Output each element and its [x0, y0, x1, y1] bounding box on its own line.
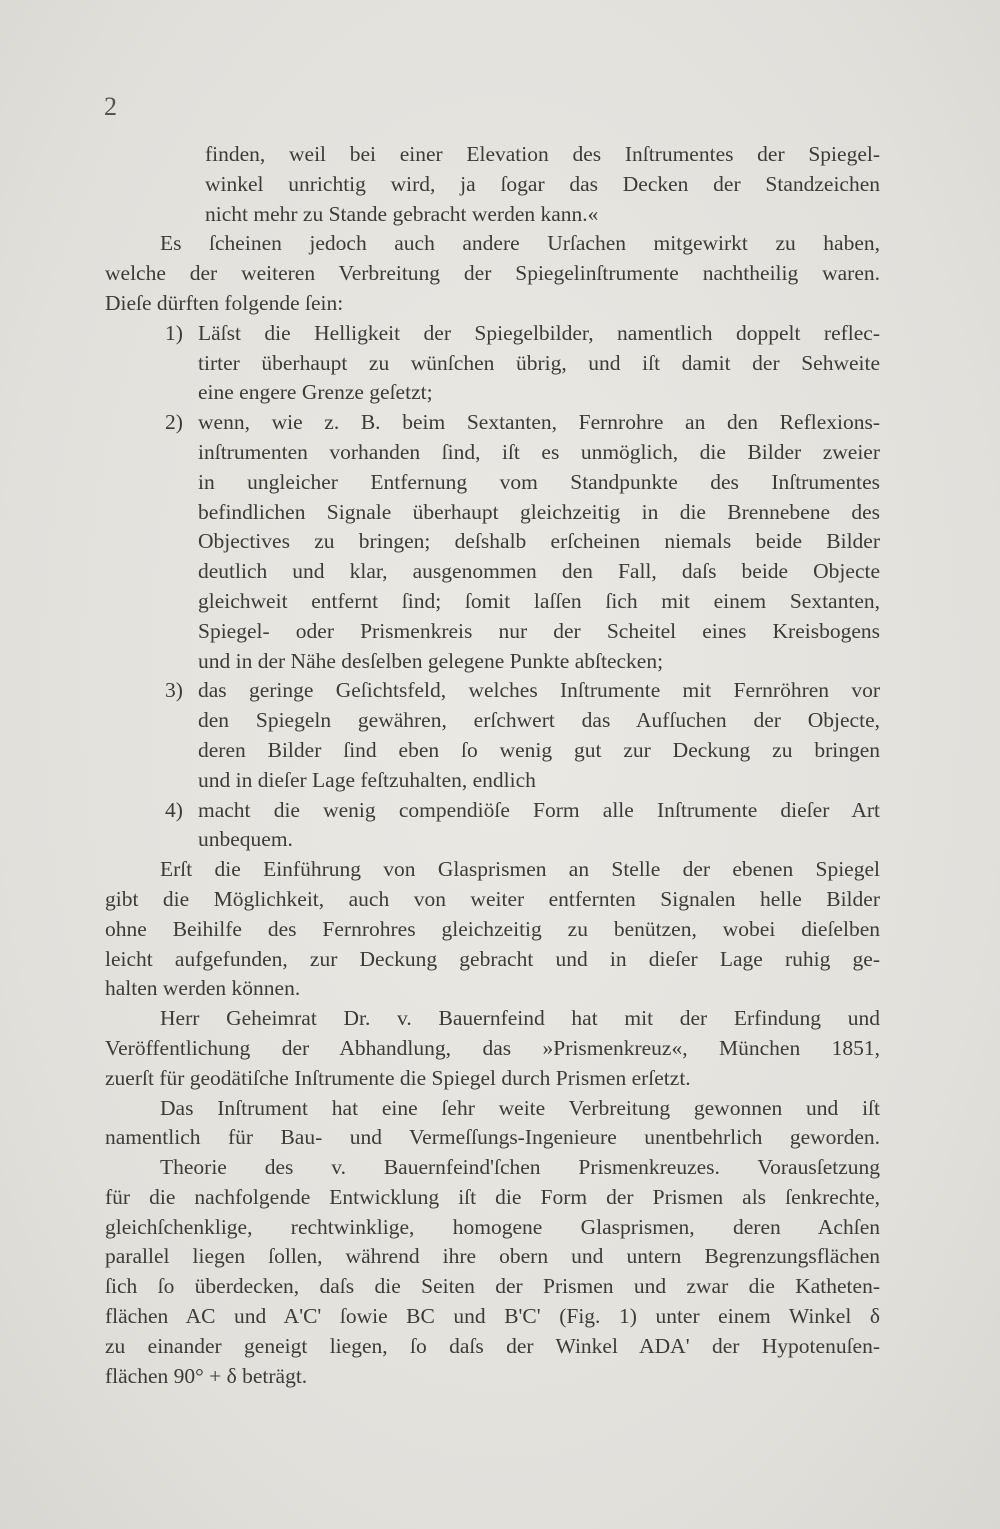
text-line: den Spiegeln gewähren, erſchwert das Aufſuchen der Objecte, [198, 708, 880, 733]
text-line: gleichſchenklige, rechtwinklige, homogene Glasprismen, deren Achſen [105, 1214, 880, 1239]
text-line: Veröffentlichung der Abhandlung, das »Prismenkreuz«, München 1851, [105, 1035, 880, 1060]
text-line: eine engere Grenze geſetzt; [198, 380, 433, 405]
body-text [105, 140, 880, 1391]
list-item [105, 408, 880, 438]
text-line: Objectives zu bringen; deſshalb erſcheinen niemals beide Bilder [198, 529, 880, 554]
text-line: Läſst die Helligkeit der Spiegelbilder, namentlich doppelt reflec- [198, 320, 880, 345]
text-line: zu einander geneigt liegen, ſo daſs der Winkel ADA' der Hypotenuſen- [105, 1333, 880, 1358]
list-number: 3) [165, 678, 183, 703]
text-line: wenn, wie z. B. beim Sextanten, Fernrohre an den Reflexions- [198, 410, 880, 435]
text-line: namentlich für Bau- und Vermeſſungs-Ingenieure unentbehrlich geworden. [105, 1125, 880, 1150]
text-line: für die nachfolgende Entwicklung iſt die Form der Prismen als ſenkrechte, [105, 1184, 880, 1209]
text-line: parallel liegen ſollen, während ihre obern und untern Begrenzungsflächen [105, 1244, 880, 1269]
text-line: Herr Geheimrat Dr. v. Bauernfeind hat mit der Erfindung und [160, 1006, 880, 1031]
text-line: ohne Beihilfe des Fernrohres gleichzeitig zu benützen, wobei dieſelben [105, 916, 880, 941]
text-line: flächen AC und A'C' ſowie BC und B'C' (Fig. 1) unter einem Winkel δ [105, 1304, 880, 1329]
list-item [105, 796, 880, 826]
text-line: inſtrumenten vorhanden ſind, iſt es unmöglich, die Bilder zweier [198, 439, 880, 464]
text-line: in ungleicher Entfernung vom Standpunkte des Inſtrumentes [198, 469, 880, 494]
text-line: deutlich und klar, ausgenommen den Fall, daſs beide Objecte [198, 559, 880, 584]
list-number: 1) [165, 320, 183, 345]
text-line: ſich ſo überdecken, daſs die Seiten der Prismen und zwar die Katheten- [105, 1274, 880, 1299]
text-line: macht die wenig compendiöſe Form alle Inſtrumente dieſer Art [198, 797, 880, 822]
text-line: befindlichen Signale überhaupt gleichzeitig in die Brennebene des [198, 499, 880, 524]
text-line: halten werden können. [105, 976, 301, 1001]
text-line: leicht aufgefunden, zur Deckung gebracht und in dieſer Lage ruhig ge- [105, 946, 880, 971]
text-line: welche der weiteren Verbreitung der Spiegelinſtrumente nachtheilig waren. [105, 261, 880, 286]
text-line: Theorie des v. Bauernfeind'ſchen Prismenkreuzes. Vorausſetzung [160, 1155, 880, 1180]
text-line: flächen 90° + δ beträgt. [105, 1363, 308, 1388]
text-line: Spiegel- oder Prismenkreis nur der Scheitel eines Kreisbogens [198, 618, 880, 643]
text-line: Erſt die Einführung von Glasprismen an Stelle der ebenen Spiegel [160, 857, 880, 882]
text-line: finden, weil bei einer Elevation des Inſtrumentes der Spiegel- [205, 142, 880, 166]
text-line: Es ſcheinen jedoch auch andere Urſachen mitgewirkt zu haben, [160, 231, 880, 256]
text-line: nicht mehr zu Stande gebracht werden kann.« [205, 201, 599, 226]
text-line: Das Inſtrument hat eine ſehr weite Verbreitung gewonnen und iſt [160, 1095, 880, 1120]
text-line: Dieſe dürften folgende ſein: [105, 290, 344, 315]
text-line: deren Bilder ſind eben ſo wenig gut zur Deckung zu bringen [198, 737, 880, 762]
list-number: 2) [165, 410, 183, 435]
text-line: das geringe Geſichtsfeld, welches Inſtrumente mit Fernröhren vor [198, 678, 880, 703]
page-number: 2 [104, 92, 117, 121]
list-number: 4) [165, 797, 183, 822]
list-item [105, 676, 880, 706]
text-line: und in der Nähe desſelben gelegene Punkte abſtecken; [198, 648, 664, 673]
text-line: gibt die Möglichkeit, auch von weiter entfernten Signalen helle Bilder [105, 886, 880, 911]
text-line: winkel unrichtig wird, ja ſogar das Decken der Standzeichen [205, 171, 880, 196]
text-line: und in dieſer Lage feſtzuhalten, endlich [198, 767, 536, 792]
text-line: zuerſt für geodätiſche Inſtrumente die Spiegel durch Prismen erſetzt. [105, 1065, 691, 1090]
list-item [105, 319, 880, 349]
text-line: unbequem. [198, 827, 293, 852]
text-line: gleichweit entfernt ſind; ſomit laſſen ſich mit einem Sextanten, [198, 588, 880, 613]
text-line: tirter überhaupt zu wünſchen übrig, und iſt damit der Sehweite [198, 350, 880, 375]
